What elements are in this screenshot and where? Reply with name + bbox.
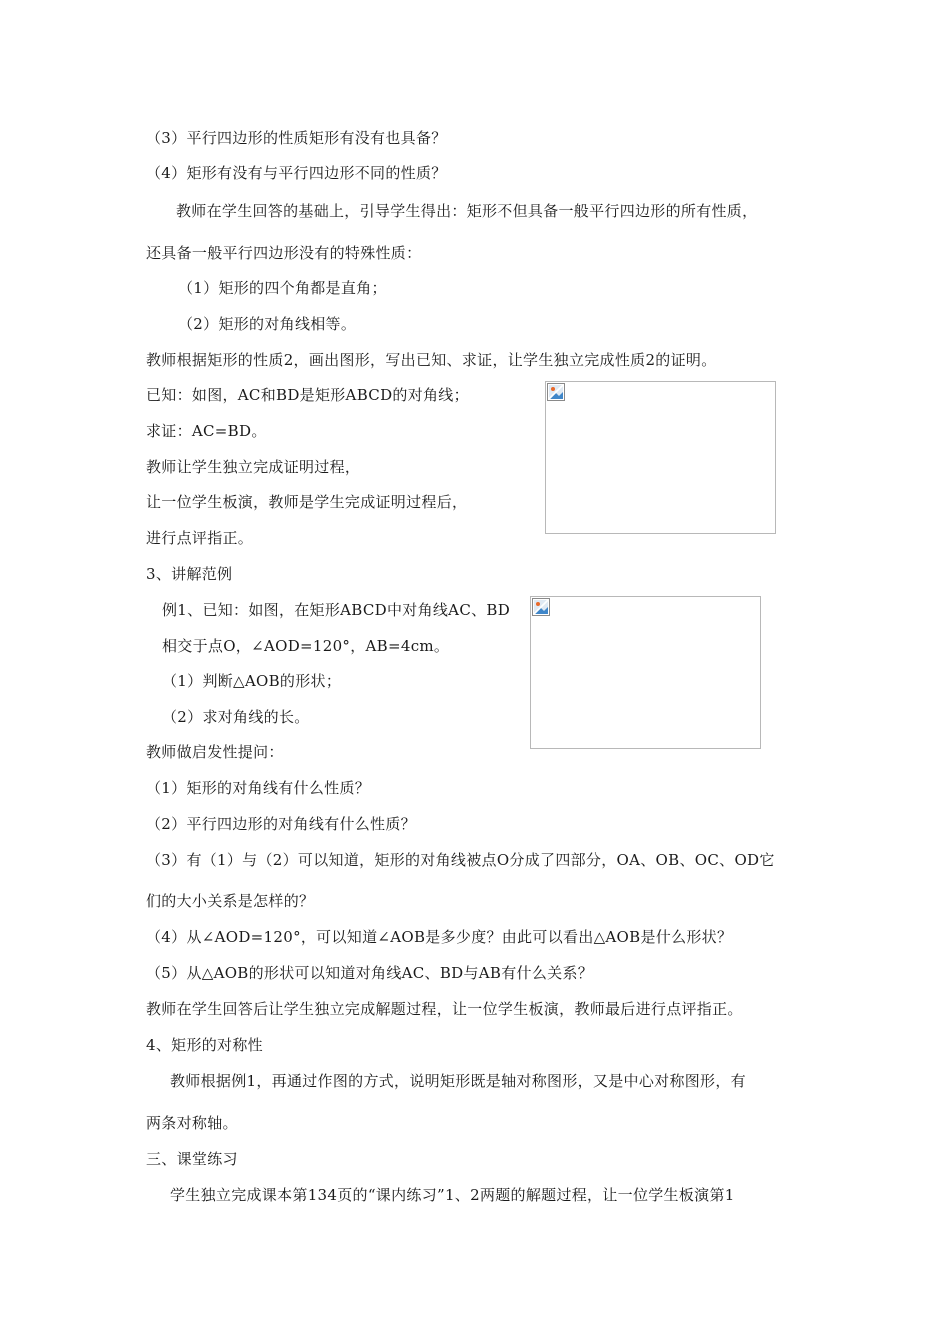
broken-image-icon <box>532 598 550 616</box>
text-line: 教师根据例1，再通过作图的方式，说明矩形既是轴对称图形，又是中心对称图形，有 <box>170 1072 746 1090</box>
text-line: （2）平行四边形的对角线有什么性质？ <box>146 815 416 833</box>
text-line: 求证：AC=BD。 <box>146 422 267 440</box>
text-line: （3）平行四边形的性质矩形有没有也具备？ <box>146 129 447 147</box>
text-line: （3）有（1）与（2）可以知道，矩形的对角线被点O分成了四部分，OA、OB、OC、OD它 <box>146 851 775 869</box>
text-line: 教师让学生独立完成证明过程， <box>146 458 361 476</box>
text-line: 已知：如图，AC和BD是矩形ABCD的对角线； <box>146 386 469 404</box>
text-line: 例1、已知：如图，在矩形ABCD中对角线AC、BD <box>162 601 511 619</box>
text-line: 三、课堂练习 <box>146 1150 238 1168</box>
text-line: 进行点评指正。 <box>146 529 254 547</box>
text-line: （2）求对角线的长。 <box>162 708 310 726</box>
text-line: （5）从△AOB的形状可以知道对角线AC、BD与AB有什么关系？ <box>146 964 594 982</box>
text-line: 教师在学生回答的基础上，引导学生得出：矩形不但具备一般平行四边形的所有性质， <box>176 202 758 220</box>
text-line: 学生独立完成课本第134页的“课内练习”1、2两题的解题过程，让一位学生板演第1 <box>170 1186 735 1204</box>
text-line: （2）矩形的对角线相等。 <box>178 315 357 333</box>
broken-image-icon <box>547 383 565 401</box>
text-line: 教师在学生回答后让学生独立完成解题过程，让一位学生板演，教师最后进行点评指正。 <box>146 1000 743 1018</box>
figure-image-placeholder <box>530 596 761 749</box>
text-line: 教师做启发性提问： <box>146 743 284 761</box>
text-line: 3、讲解范例 <box>146 565 233 583</box>
text-line: （4）矩形有没有与平行四边形不同的性质？ <box>146 164 447 182</box>
text-line: 两条对称轴。 <box>146 1114 238 1132</box>
text-line: （1）判断△AOB的形状； <box>162 672 342 690</box>
figure-image-placeholder <box>545 381 776 534</box>
text-line: （1）矩形的对角线有什么性质？ <box>146 779 371 797</box>
text-line: （1）矩形的四个角都是直角； <box>178 279 387 297</box>
text-line: 教师根据矩形的性质2，画出图形，写出已知、求证，让学生独立完成性质2的证明。 <box>146 351 717 369</box>
text-line: 们的大小关系是怎样的？ <box>146 892 315 910</box>
text-line: 还具备一般平行四边形没有的特殊性质： <box>146 244 422 262</box>
text-line: 让一位学生板演，教师是学生完成证明过程后， <box>146 493 468 511</box>
text-line: 相交于点O，∠AOD=120°，AB=4cm。 <box>162 637 450 655</box>
text-line: 4、矩形的对称性 <box>146 1036 263 1054</box>
text-line: （4）从∠AOD=120°，可以知道∠AOB是多少度？由此可以看出△AOB是什么形状？ <box>146 928 733 946</box>
